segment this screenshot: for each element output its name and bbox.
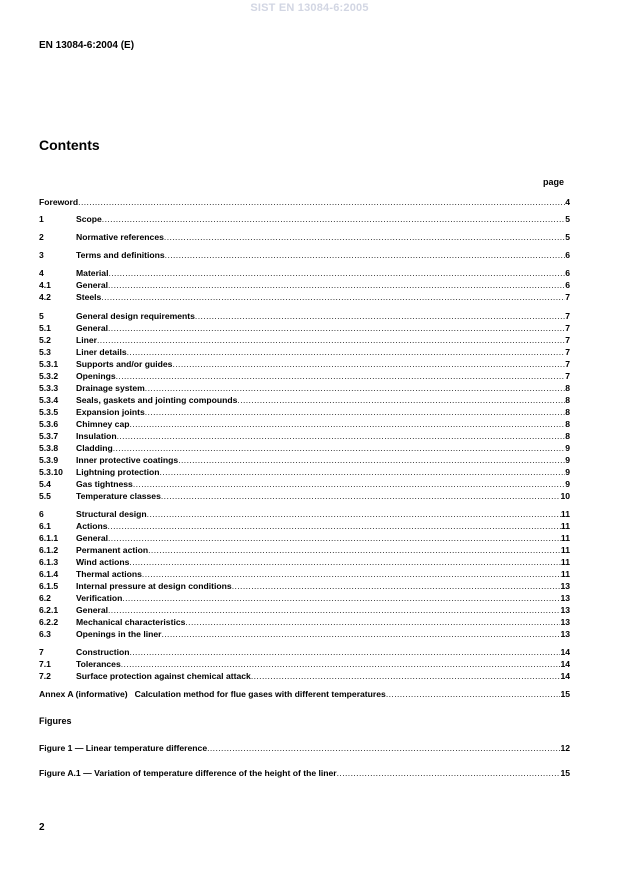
toc-entry[interactable] (39, 248, 570, 260)
toc-entry[interactable] (39, 645, 570, 657)
toc-entry-title: Lightning protection (76, 467, 160, 477)
toc-entry-title: Structural design (76, 509, 147, 519)
toc-entry-number: 5 (39, 311, 44, 321)
toc-entry-title: Expansion joints (76, 407, 145, 417)
toc-entry-page: 7 (565, 371, 570, 381)
toc-entry[interactable] (39, 417, 570, 429)
figure-entry-page: 12 (560, 743, 570, 753)
toc-entry-title: Surface protection against chemical attack (76, 671, 251, 681)
toc-entry-page: 8 (565, 431, 570, 441)
toc-entry-number: 5.3.4 (39, 395, 59, 405)
toc-entry-number: 5.3.6 (39, 419, 59, 429)
page-column-label: page (543, 177, 565, 187)
toc-entry-title: Temperature classes (76, 491, 161, 501)
toc-entry-page: 10 (560, 491, 570, 501)
toc-entry-page: 9 (565, 455, 570, 465)
toc-entry[interactable] (39, 477, 570, 489)
toc-entry-title: Verification (76, 593, 123, 603)
toc-entry-title: Steels (76, 292, 102, 302)
toc-entry[interactable] (39, 591, 570, 603)
toc-entry-page: 13 (560, 629, 570, 639)
toc-entry-title: Openings (76, 371, 116, 381)
toc-entry-title: Drainage system (76, 383, 145, 393)
toc-entry[interactable] (39, 321, 570, 333)
toc-entry-number: 4 (39, 268, 44, 278)
toc-entry-number: 6 (39, 509, 44, 519)
figures-heading: Figures (39, 716, 72, 726)
toc-entry-title: Material (76, 268, 109, 278)
toc-entry-number: 5.1 (39, 323, 51, 333)
toc-entry-page: 8 (565, 395, 570, 405)
toc-entry-page: 14 (560, 647, 570, 657)
toc-entry-number: 2 (39, 232, 44, 242)
toc-entry-title: Mechanical characteristics (76, 617, 186, 627)
toc-entry[interactable] (39, 290, 570, 302)
toc-entry[interactable] (39, 669, 570, 681)
toc-entry-page: 13 (560, 593, 570, 603)
toc-entry[interactable] (39, 627, 570, 639)
toc-entry-foreword[interactable] (39, 195, 570, 207)
toc-entry-title: Internal pressure at design conditions (76, 581, 232, 591)
toc-entry-title: Supports and/or guides (76, 359, 173, 369)
toc-entry-page: 15 (560, 689, 570, 699)
toc-entry[interactable] (39, 278, 570, 290)
toc-entry-page: 5 (565, 214, 570, 224)
toc-entry[interactable] (39, 369, 570, 381)
toc-entry[interactable] (39, 603, 570, 615)
toc-entry-number: 7.2 (39, 671, 51, 681)
figure-entry-title: Figure 1 — Linear temperature difference (39, 743, 208, 753)
toc-entry[interactable] (39, 405, 570, 417)
toc-entry[interactable] (39, 465, 570, 477)
toc-entry-number: 6.1.1 (39, 533, 59, 543)
toc-entry-number: 6.2.1 (39, 605, 59, 615)
toc-entry-number: 4.1 (39, 280, 51, 290)
toc-entry-title: Chimney cap (76, 419, 130, 429)
toc-entry-page: 7 (565, 311, 570, 321)
toc-entry[interactable] (39, 309, 570, 321)
toc-entry-number: 6.1.2 (39, 545, 59, 555)
toc-entry[interactable] (39, 543, 570, 555)
toc-entry-title: General (76, 280, 109, 290)
toc-entry-number: 5.3 (39, 347, 51, 357)
toc-entry-page: 13 (560, 605, 570, 615)
toc-entry-page: 8 (565, 407, 570, 417)
toc-entry[interactable] (39, 615, 570, 627)
toc-entry[interactable] (39, 453, 570, 465)
toc-entry-number: 6.1.5 (39, 581, 59, 591)
toc-entry[interactable] (39, 519, 570, 531)
toc-entry-page: 7 (565, 292, 570, 302)
toc-entry[interactable] (39, 567, 570, 579)
figure-entry-title: Figure A.1 — Variation of temperature difference of the height of the liner (39, 768, 337, 778)
toc-entry-page: 11 (560, 533, 570, 543)
toc-entry-page: 11 (560, 521, 570, 531)
toc-entry-page: 13 (560, 581, 570, 591)
toc-entry[interactable] (39, 429, 570, 441)
toc-entry-title: General design requirements (76, 311, 195, 321)
toc-entry[interactable] (39, 489, 570, 501)
toc-entry-title: Cladding (76, 443, 113, 453)
toc-entry-number: 5.3.8 (39, 443, 59, 453)
figure-entry[interactable] (39, 766, 570, 778)
toc-entry[interactable] (39, 507, 570, 519)
toc-entry-page: 7 (565, 335, 570, 345)
toc-entry-number: 5.3.2 (39, 371, 59, 381)
document-id: EN 13084-6:2004 (E) (39, 40, 135, 51)
toc-entry[interactable] (39, 345, 570, 357)
toc-entry-title: Actions (76, 521, 108, 531)
toc-entry-number: 5.2 (39, 335, 51, 345)
page-number: 2 (39, 822, 45, 833)
toc-entry-title: General (76, 323, 109, 333)
toc-entry-title: Inner protective coatings (76, 455, 179, 465)
toc-entry-page: 9 (565, 479, 570, 489)
toc-entry-title: Thermal actions (76, 569, 142, 579)
toc-entry[interactable] (39, 393, 570, 405)
figure-entry-page: 15 (560, 768, 570, 778)
toc-entry-title: Gas tightness (76, 479, 133, 489)
toc-entry-number: 7 (39, 647, 44, 657)
toc-entry-number: 5.5 (39, 491, 51, 501)
toc-entry[interactable] (39, 357, 570, 369)
toc-entry-page: 5 (565, 232, 570, 242)
toc-entry-page: 11 (560, 509, 570, 519)
toc-entry-number: 5.3.5 (39, 407, 59, 417)
toc-entry-number: 6.2.2 (39, 617, 59, 627)
toc-entry[interactable] (39, 266, 570, 278)
toc-entry-page: 9 (565, 443, 570, 453)
toc-entry[interactable] (39, 555, 570, 567)
toc-entry-number: 3 (39, 250, 44, 260)
toc-entry-page: 14 (560, 659, 570, 669)
toc-entry-page: 7 (565, 347, 570, 357)
toc-entry-page: 6 (565, 268, 570, 278)
toc-entry-number: Foreword (39, 197, 79, 207)
toc-entry-title: Scope (76, 214, 102, 224)
toc-entry[interactable] (39, 441, 570, 453)
toc-entry[interactable] (39, 212, 570, 224)
toc-entry-number: 1 (39, 214, 44, 224)
toc-entry-number: 6.2 (39, 593, 51, 603)
toc-entry-title: Construction (76, 647, 130, 657)
toc-entry-number: 5.3.1 (39, 359, 59, 369)
toc-entry-number: 6.1.4 (39, 569, 59, 579)
toc-entry-title: Permanent action (76, 545, 149, 555)
watermark: SIST EN 13084-6:2005 (250, 2, 369, 14)
toc-entry-page: 6 (565, 280, 570, 290)
toc-entry-number: Annex A (informative) (39, 689, 128, 699)
toc-entry-number: 5.3.9 (39, 455, 59, 465)
toc-entry-title: General (76, 533, 109, 543)
toc-entry-number: 5.4 (39, 479, 51, 489)
toc-entry-title: Calculation method for flue gases with different temperatures (134, 689, 386, 699)
toc-entry-title: Liner details (76, 347, 127, 357)
toc-entry[interactable] (39, 333, 570, 345)
toc-entry-page: 13 (560, 617, 570, 627)
toc-entry-page: 7 (565, 323, 570, 333)
toc-entry-page: 11 (560, 545, 570, 555)
toc-entry-title: Liner (76, 335, 98, 345)
toc-entry[interactable] (39, 579, 570, 591)
toc-entry-number: 5.3.10 (39, 467, 63, 477)
toc-entry-title: General (76, 605, 109, 615)
contents-title: Contents (39, 137, 100, 153)
toc-entry-page: 8 (565, 419, 570, 429)
toc-entry-number: 6.1.3 (39, 557, 59, 567)
toc-entry-number: 6.1 (39, 521, 51, 531)
figure-entry[interactable] (39, 741, 570, 753)
toc-entry-title: Openings in the liner (76, 629, 162, 639)
toc-entry-title: Seals, gaskets and jointing compounds (76, 395, 238, 405)
toc-entry-page: 11 (560, 557, 570, 567)
toc-entry-number: 5.3.7 (39, 431, 59, 441)
toc-entry-page: 11 (560, 569, 570, 579)
toc-entry[interactable] (39, 381, 570, 393)
toc-entry-page: 9 (565, 467, 570, 477)
toc-entry-page: 7 (565, 359, 570, 369)
toc-entry-page: 14 (560, 671, 570, 681)
toc-entry[interactable] (39, 531, 570, 543)
toc-entry-number: 7.1 (39, 659, 51, 669)
toc-entry-page: 6 (565, 250, 570, 260)
toc-entry-page: 8 (565, 383, 570, 393)
toc-entry-title: Normative references (76, 232, 164, 242)
toc-entry-title: Tolerances (76, 659, 121, 669)
toc-entry-number: 5.3.3 (39, 383, 59, 393)
toc-entry-title: Wind actions (76, 557, 130, 567)
toc-entry-title: Terms and definitions (76, 250, 165, 260)
toc-entry-title: Insulation (76, 431, 117, 441)
toc-entry[interactable] (39, 230, 570, 242)
toc-entry[interactable] (39, 657, 570, 669)
toc-entry-number: 6.3 (39, 629, 51, 639)
toc-entry-page: 4 (565, 197, 570, 207)
toc-entry-number: 4.2 (39, 292, 51, 302)
toc-entry-annex[interactable] (39, 687, 570, 699)
